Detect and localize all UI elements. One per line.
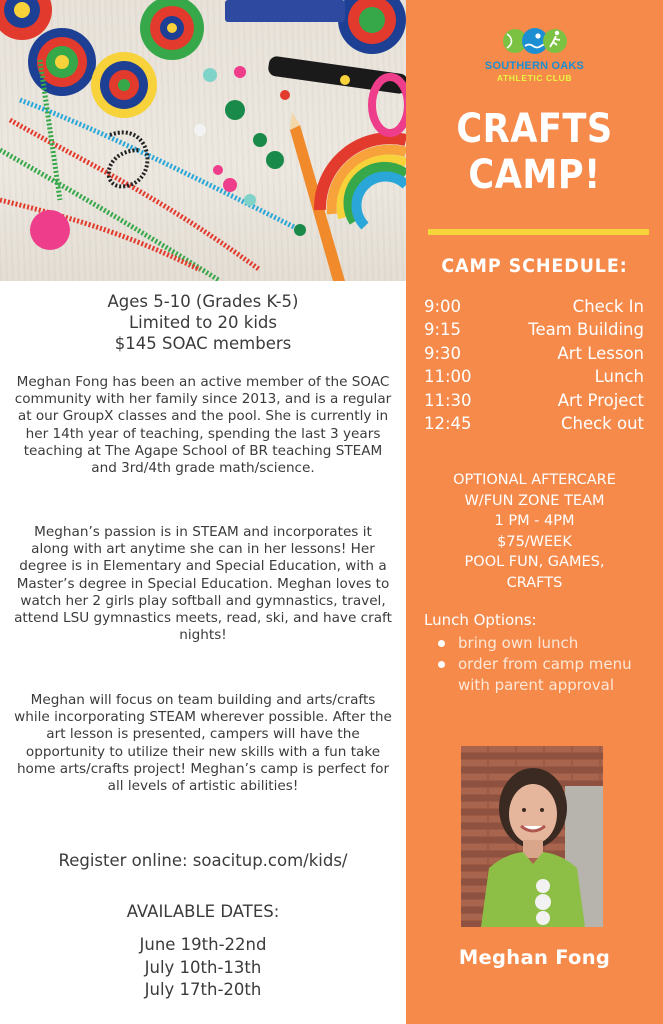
schedule-row — [424, 412, 644, 435]
schedule-activity: Team Building — [528, 320, 644, 340]
instructor-photo — [461, 746, 603, 927]
aftercare-line: OPTIONAL AFTERCARE — [453, 472, 616, 488]
price-text: $145 SOAC members — [114, 334, 292, 353]
limit-text: Limited to 20 kids — [128, 313, 278, 332]
schedule-time: 12:45 — [424, 414, 472, 434]
dates-list — [0, 934, 406, 1002]
aftercare-line: POOL FUN, GAMES, — [464, 554, 605, 570]
lunch-option: order from camp menu with parent approval — [436, 654, 646, 696]
club-subtitle: ATHLETIC CLUB — [496, 73, 573, 83]
date-item: June 19th-22nd — [139, 935, 267, 954]
date-item: July 10th-13th — [144, 957, 262, 977]
aftercare-line: 1 PM - 4PM — [494, 513, 575, 529]
schedule-activity: Lunch — [594, 367, 644, 387]
bio-paragraph-1: Meghan Fong has been an active member of the SOAC community with her family since 2013, and is a regular at our GroupX classes and the pool. She is currently in her 14th year of teaching, spending the last 3 years teaching at The Agape School of BR teaching STEAM and 3rd/4th grade math/science. — [14, 374, 392, 477]
camp-title — [421, 106, 647, 198]
aftercare-line: W/FUN ZONE TEAM — [464, 492, 605, 509]
schedule-time: 11:30 — [424, 390, 472, 410]
schedule-time: 9:00 — [424, 297, 462, 316]
lunch-options-title: Lunch Options: — [424, 611, 537, 629]
aftercare-line: CRAFTS — [506, 574, 563, 591]
schedule-time: 9:15 — [424, 320, 462, 340]
camp-title-line1: CRAFTS — [456, 106, 613, 152]
right-panel — [406, 0, 663, 1024]
schedule-activity: Check In — [572, 297, 644, 316]
camp-title-line2: CAMP! — [468, 152, 601, 198]
schedule-title: CAMP SCHEDULE: — [441, 255, 628, 277]
instructor-name: Meghan Fong — [458, 946, 611, 969]
club-name: SOUTHERN OAKS — [484, 60, 585, 72]
craft-supplies-illustration — [0, 0, 406, 281]
bio-paragraph-2: Meghan’s passion is in STEAM and incorporates it along with art anytime she can in her lessons! Her degree is in Elementary and Special Education, with a Master’s degree in Special Education. Meghan loves to watch her 2 girls play softball and gymnastics, travel, attend LSU gymnastics meets, read, ski, and have craft nights! — [14, 524, 392, 644]
date-item: July 17th-20th — [144, 980, 262, 999]
bio-paragraph-3: Meghan will focus on team building and arts/crafts while incorporating STEAM wherever possible. After the art lesson is presented, campers will have the opportunity to utilize their new skills with a fun take home arts/crafts project! Meghan’s camp is perfect for all levels of artistic abilities! — [14, 692, 392, 795]
aftercare-block — [406, 470, 663, 593]
title-divider — [428, 229, 649, 235]
register-link[interactable]: Register online: soacitup.com/kids/ — [58, 851, 348, 870]
lunch-options-list — [436, 633, 646, 695]
schedule-row — [424, 342, 644, 365]
schedule-row — [424, 295, 644, 318]
lunch-option: bring own lunch — [436, 633, 646, 654]
aftercare-line: $75/WEEK — [497, 533, 572, 550]
schedule-activity: Art Project — [557, 390, 644, 410]
club-logo — [406, 24, 663, 83]
camp-info-block — [0, 291, 406, 354]
logo-icons — [503, 24, 567, 58]
schedule-time: 9:30 — [424, 343, 462, 363]
ages-text: Ages 5-10 (Grades K-5) — [107, 292, 299, 311]
schedule-table — [424, 295, 644, 435]
schedule-activity: Art Lesson — [557, 343, 644, 363]
schedule-row — [424, 365, 644, 388]
craft-supplies-photo — [0, 0, 406, 281]
schedule-row — [424, 318, 644, 341]
instructor-portrait — [461, 746, 603, 927]
available-dates-title: AVAILABLE DATES: — [126, 902, 280, 921]
schedule-activity: Check out — [560, 414, 644, 434]
schedule-time: 11:00 — [424, 367, 472, 387]
schedule-row — [424, 389, 644, 412]
